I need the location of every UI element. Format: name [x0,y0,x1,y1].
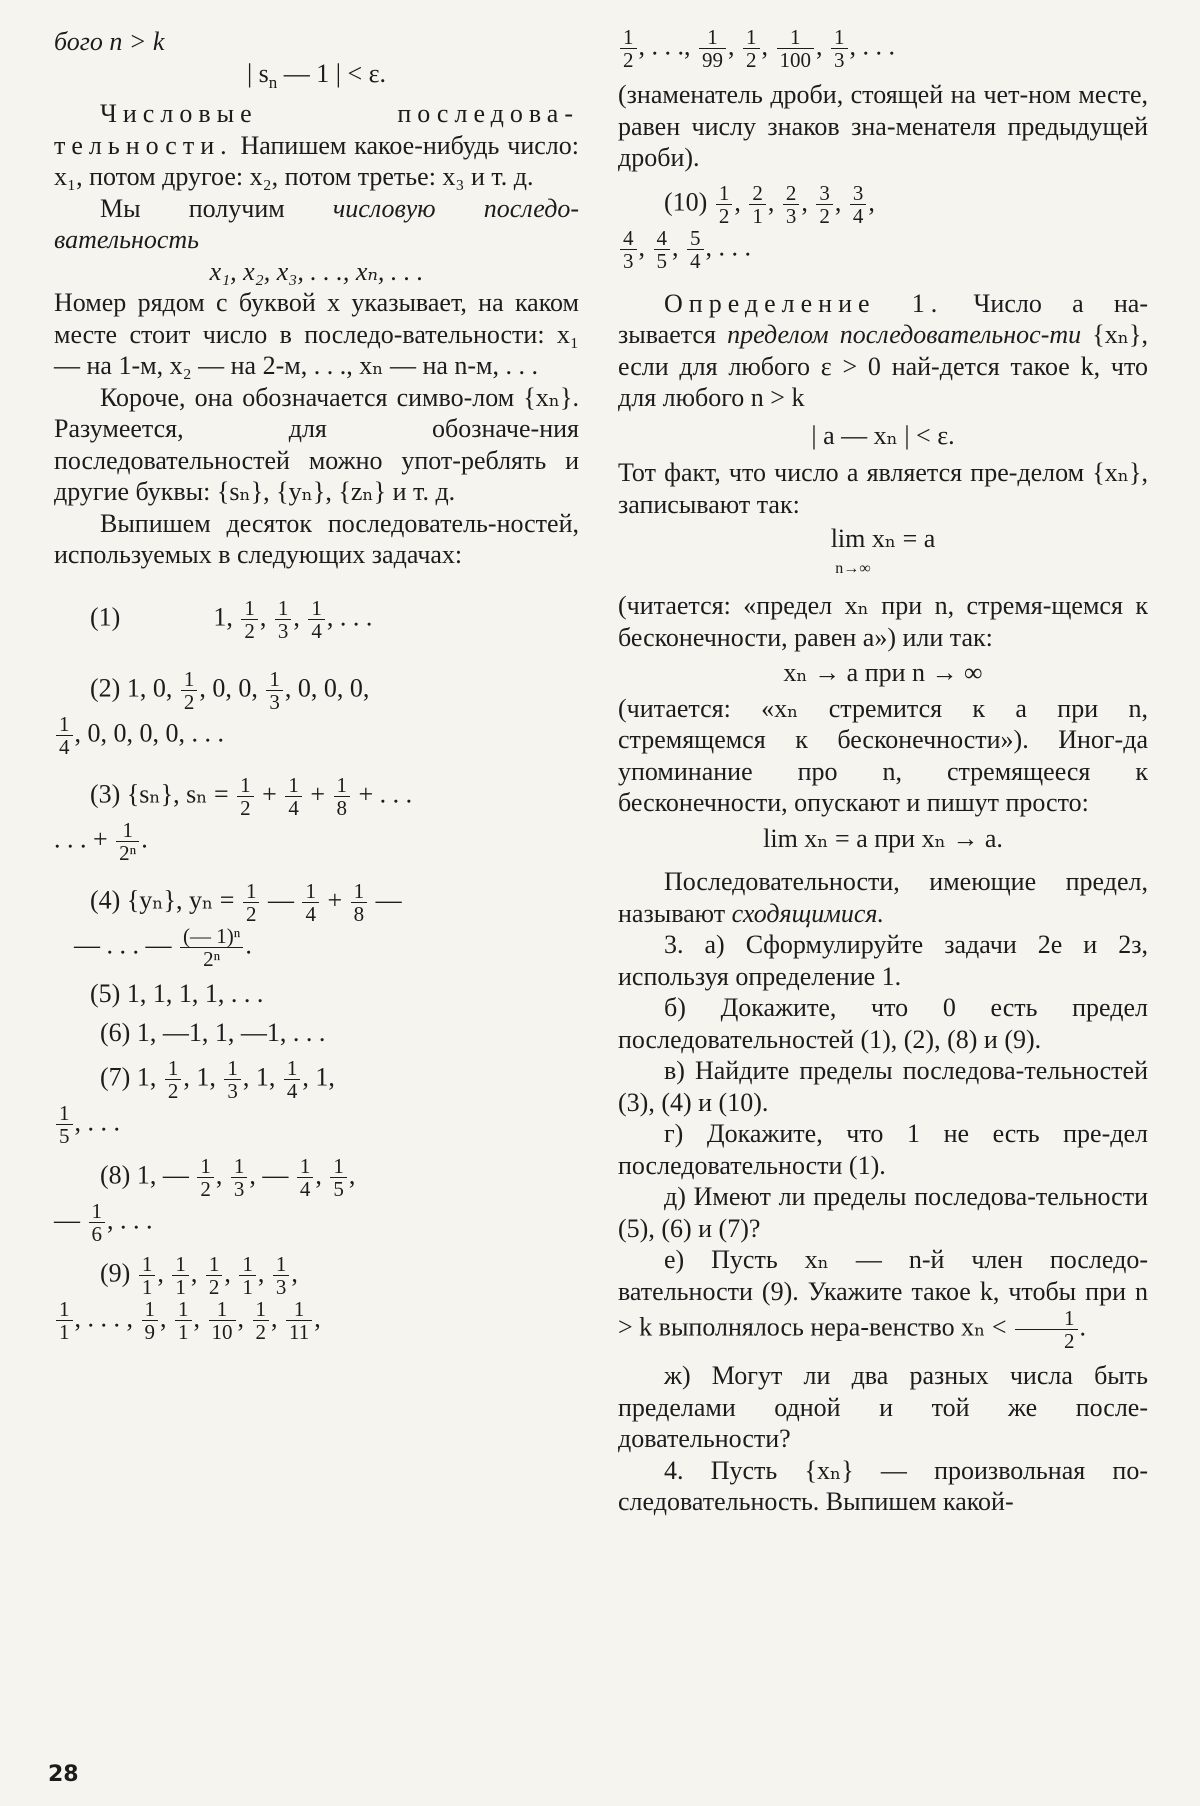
task-4: 4. Пусть {xₙ} — произвольная по-следовательность. Выпишем какой- [618,1455,1148,1516]
sequence-2 [54,668,579,713]
fraction: $\frac{1}{4}$ [297,1155,314,1200]
seq-term: , 0, 0, 0, [284,673,370,703]
fraction: $\frac{1}{3}$ [831,26,848,71]
italic-term: сходящимися. [731,898,884,928]
fraction: $\frac{1}{2}$ [237,774,254,819]
fraction: $\frac{1}{5}$ [330,1155,347,1200]
sequence-9: (9) $\frac{1}{1}$ , $\frac{1}{1}$ , $\frac{1}{2}$ , $\frac{1}{1}$ , $\frac{1}{3}$ , [100,1251,298,1299]
paragraph-we-get [54,193,579,256]
spaced-heading: Определение 1. [664,288,944,318]
seq-term: — . . . — [74,930,172,960]
fraction: $\frac{2}{3}$ [783,182,800,227]
seq-tail: , . . . , [74,1303,133,1333]
ineq-b: — 1 | < ε. [277,58,387,88]
dots: . . . [651,31,684,61]
sequence-4-cont: — . . . — $\frac{\text{(— 1)ⁿ}}{\text{2ⁿ}}$ . [74,923,252,971]
seq-tail: , 0, 0, 0, 0, . . . [74,718,224,748]
fraction: $\frac{1}{4}$ [308,597,325,642]
seq-tail: , . . . [326,602,373,632]
italic-term: числовую последо-вательность [54,193,580,255]
fraction: $\frac{1}{3}$ [224,1057,241,1102]
sequence-8-cont: — $\frac{1}{6}$ , . . . [54,1198,153,1246]
task-3d: г) Докажите, что 1 не есть пре-дел последовательности (1). [618,1119,1148,1180]
paragraph-text: Число a на-зывается [618,288,1148,349]
task-3e: д) Имеют ли пределы последова-тельности (5), (6) и (7)? [618,1182,1148,1243]
fraction: $\frac{5}{4}$ [687,227,704,272]
fraction: $\frac{1}{4}$ [284,1057,301,1102]
fraction: $\frac{1}{2}$ [197,1155,214,1200]
seq-label: (3) {sₙ}, sₙ = [90,779,229,809]
sequence-7: (7) 1, $\frac{1}{2}$ , 1, $\frac{1}{3}$ , 1, $\frac{1}{4}$ , 1, [100,1055,335,1103]
seq-tail: , . . . [74,1107,120,1137]
seq-label: (2) [90,673,121,703]
text-fragment: бого n > k [54,27,165,56]
left-column [54,26,579,1343]
seq-term: 1, [213,602,233,632]
fraction: $\frac{1}{6}$ [89,1200,106,1245]
ineq-sub: n [268,72,278,92]
fraction: $\frac{1}{1}$ [239,1253,256,1298]
seq-term: 1, 0, [126,673,173,703]
fraction: $\frac{1}{5}$ [56,1102,73,1147]
fraction: $\frac{1}{3}$ [266,668,283,713]
fraction: $\frac{1}{2}$ [1015,1307,1078,1352]
fraction: $\frac{1}{11}$ [286,1298,312,1343]
page-number: 28 [48,1762,79,1787]
sequence-9-cont: $\frac{1}{1}$ , . . . , $\frac{1}{9}$ , $\frac{1}{1}$ , $\frac{1}{10}$ , $\frac{1}{2}$ , $\frac{1}{11}$ , [54,1298,579,1343]
fraction: $\frac{1}{100}$ [777,26,815,71]
paragraph-ten-sequences: Выпишем десяток последователь-ностей, используемых в следующих задачах: [54,508,579,570]
fraction: $\frac{1}{\text{2ⁿ}}$ [116,819,139,864]
sequence-8: (8) 1, — $\frac{1}{2}$ , $\frac{1}{3}$ , — $\frac{1}{4}$ , $\frac{1}{5}$ , [100,1153,356,1201]
paragraph-reads-2: (читается: «xₙ стремится к a при n, стремящемся к бесконечности»). Иног-да упоминание про n, стремящееся к бесконечности, опускают и пишут просто: [618,693,1148,817]
paragraph-text: {xₙ}, если для любого ε > 0 най-дется такое k, что для любого n > k [618,320,1148,412]
paragraph-fact: Тот факт, что число a является пре-делом {xₙ}, записывают так: [618,458,1148,519]
task-3f: е) Пусть xₙ — n-й член последо-вательности (9). Укажите такое k, чтобы при n > k выполнялось нера-венство xₙ < $\frac{1}{2}$ . [618,1245,1148,1353]
fraction: $\frac{1}{3}$ [275,597,292,642]
fraction: $\frac{1}{1}$ [56,1298,73,1343]
fraction: $\frac{1}{10}$ [209,1298,236,1343]
sequence-3-cont: . . . + $\frac{1}{\text{2ⁿ}}$ . [54,817,148,865]
fraction: $\frac{4}{5}$ [654,227,671,272]
sequence-3: (3) {sₙ}, sₙ = $\frac{1}{2}$ + $\frac{1}{4}$ + $\frac{1}{8}$ + . . . [90,772,413,820]
fraction: $\frac{1}{2}$ [620,26,637,71]
italic-term: пределом последовательнос-ти [727,320,1082,349]
seq-tail: , . . . [849,31,895,61]
task-3g: ж) Могут ли два разных числа быть пределами одной и той же после-довательности? [618,1361,1148,1453]
sequence-10: (10) $\frac{1}{2}$ , $\frac{2}{1}$ , $\frac{2}{3}$ , $\frac{3}{2}$ , $\frac{3}{4}$ , [664,180,875,228]
seq-term: . . . + [54,824,108,854]
paragraph-text: е) Пусть xₙ — n-й член последо-вательности (9). Укажите такое k, чтобы при n > k выполнялось нера-венство xₙ < [618,1245,1148,1342]
fraction: $\frac{1}{2}$ [253,1298,270,1343]
dots: . . . [718,231,751,261]
seq-label: (1) [90,602,121,632]
fraction: $\frac{1}{1}$ [175,1298,192,1343]
paragraph-denominator: (знаменатель дроби, стоящей на чет-ном месте, равен числу знаков зна-менателя предыдущей дроби). [618,80,1148,172]
fraction: $\frac{\text{(— 1)ⁿ}}{\text{2ⁿ}}$ [180,925,243,970]
seq-label: (7) 1, [100,1062,157,1092]
seq-label: (4) {yₙ}, yₙ = [90,885,235,915]
sequence-formula: x₁, x₂, x₃, . . ., xₙ, . . . [209,256,424,286]
task-3c: в) Найдите пределы последова-тельностей (3), (4) и (10). [618,1056,1148,1117]
paragraph-numeric-sequences [54,98,579,193]
fraction: $\frac{1}{2}$ [181,668,198,713]
paragraph-text: Напишем какое-нибудь число: x₁, потом другое: x₂, потом третье: x₃ и т. д. [54,130,579,192]
fraction: $\frac{1}{2}$ [206,1253,223,1298]
fraction: $\frac{1}{2}$ [716,182,733,227]
sequence-7-cont [54,1102,579,1147]
fraction: $\frac{1}{2}$ [743,26,760,71]
fraction: $\frac{1}{2}$ [165,1057,182,1102]
limit-subscript: n→∞ [835,560,871,577]
limit-formula [618,520,1148,582]
sequence-1: (1) 1, $\frac{1}{2}$ , $\frac{1}{3}$ , $\frac{1}{4}$ , . . . [90,595,373,643]
paragraph-text: Последовательности, имеющие предел, называют [618,867,1148,928]
spaced-heading: Числовые последова-тельности. [54,99,579,160]
paragraph-text: Мы получим [100,193,333,223]
arrow-formula: xₙ → a при n → ∞ [783,658,983,687]
task-3a: 3. а) Сформулируйте задачи 2е и 2з, используя определение 1. [618,930,1148,991]
sequence-10-cont: $\frac{4}{3}$ , $\frac{4}{5}$ , $\frac{5}{4}$ , . . . [618,227,1148,272]
fraction: $\frac{1}{1}$ [139,1253,156,1298]
fraction: $\frac{1}{1}$ [172,1253,189,1298]
seq-label: (9) [100,1258,131,1288]
fraction: $\frac{3}{4}$ [850,182,867,227]
sequence-9-continued: $\frac{1}{2}$ , . . ., $\frac{1}{99}$ , $\frac{1}{2}$ , $\frac{1}{100}$ , $\frac{1}{3}$ , . . . [618,26,1148,71]
sequence-4: (4) {yₙ}, yₙ = $\frac{1}{2}$ — $\frac{1}{4}$ + $\frac{1}{8}$ — [90,878,402,926]
definition-1 [618,288,1148,414]
fraction: $\frac{1}{3}$ [273,1253,290,1298]
inequality [54,58,579,99]
sequence-6: (6) 1, —1, 1, —1, . . . [100,1018,326,1048]
seq-tail: , . . . [107,1205,153,1235]
definition-inequality: | a — xₙ | < ε. [811,420,955,450]
seq-label: (10) [664,186,708,216]
sequence-5: (5) 1, 1, 1, 1, . . . [90,978,264,1008]
paragraph-convergent [618,866,1148,929]
fraction: $\frac{1}{2}$ [241,597,258,642]
right-column [618,26,1148,1518]
limit-formula-2: lim xₙ = a при xₙ → a. [763,823,1003,853]
fraction: $\frac{1}{4}$ [302,880,319,925]
fraction: $\frac{1}{8}$ [334,774,351,819]
seq-term: , 0, 0, [199,673,258,703]
fraction: $\frac{1}{99}$ [699,26,726,71]
fraction: $\frac{1}{2}$ [243,880,260,925]
seq-label: (8) 1, [100,1160,157,1190]
paragraph-number-index: Номер рядом с буквой x указывает, на каком месте стоит число в последо-вательности: x₁ — на 1-м, x₂ — на 2-м, . . ., xₙ — на n-м, . . . [54,288,579,381]
fraction: $\frac{1}{3}$ [231,1155,248,1200]
fraction: $\frac{1}{8}$ [351,880,368,925]
line-fragment [54,26,579,58]
paragraph-notation: Короче, она обозначается симво-лом {xₙ}. Разумеется, для обозначе-ния последовательностей можно упот-реблять и другие буквы: {sₙ}, {yₙ}, {zₙ} и т. д. [54,382,579,507]
sequence-2-cont [54,713,579,758]
fraction: $\frac{2}{1}$ [749,182,766,227]
limit-expression: lim xₙ = a [830,524,936,553]
ineq-a: | s [246,58,269,88]
fraction: $\frac{3}{2}$ [816,182,833,227]
fraction: $\frac{1}{4}$ [56,713,73,758]
task-3b: б) Докажите, что 0 есть предел последовательностей (1), (2), (8) и (9). [618,993,1148,1054]
fraction: $\frac{4}{3}$ [620,227,637,272]
paragraph-reads-1: (читается: «предел xₙ при n, стремя-щемся к бесконечности, равен a») или так: [618,591,1148,652]
fraction: $\frac{1}{4}$ [285,774,302,819]
fraction: $\frac{1}{9}$ [142,1298,159,1343]
